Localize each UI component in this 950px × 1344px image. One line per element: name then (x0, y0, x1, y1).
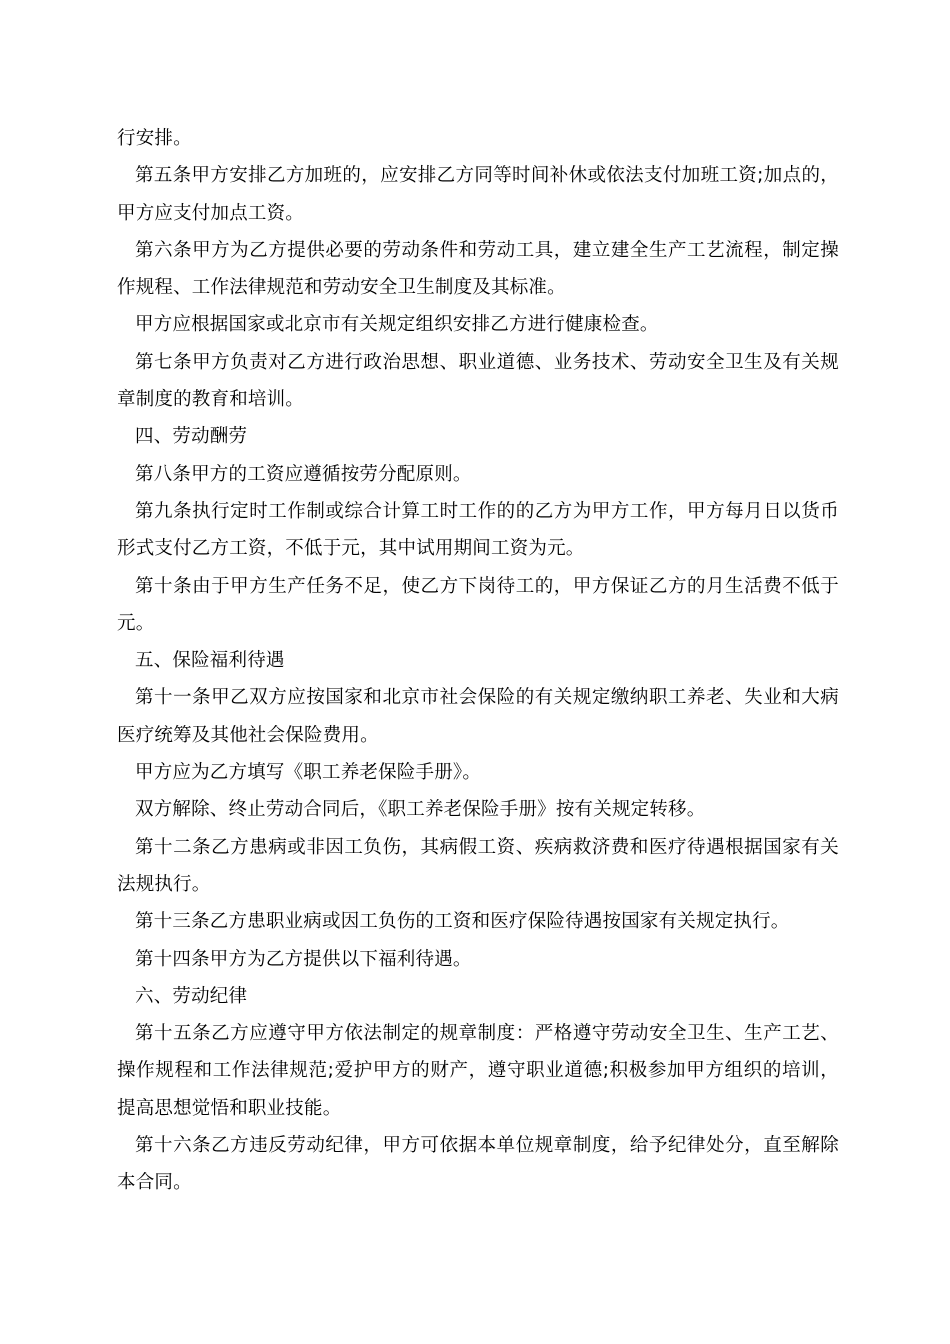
paragraph: 甲方应根据国家或北京市有关规定组织安排乙方进行健康检查。 (135, 314, 659, 336)
paragraph: 第十条由于甲方生产任务不足，使乙方下岗待工的，甲方保证乙方的月生活费不低于元。 (117, 575, 839, 634)
paragraph: 第七条甲方负责对乙方进行政治思想、职业道德、业务技术、劳动安全卫生及有关规章制度的教育和培训。 (117, 351, 839, 411)
section-heading: 六、劳动纪律 (135, 985, 248, 1007)
paragraph: 行安排。 (117, 128, 192, 149)
paragraph: 第十四条甲方为乙方提供以下福利待遇。 (135, 948, 472, 970)
paragraph: 第八条甲方的工资应遵循按劳分配原则。 (135, 463, 472, 485)
document-body (117, 120, 839, 1202)
paragraph: 第五条甲方安排乙方加班的，应安排乙方同等时间补休或依法支付加班工资;加点的，甲方应支付加点工资。 (117, 165, 839, 224)
paragraph: 第十一条甲乙双方应按国家和北京市社会保险的有关规定缴纳职工养老、失业和大病医疗统筹及其他社会保险费用。 (117, 687, 839, 746)
section-heading: 四、劳动酬劳 (135, 426, 248, 448)
paragraph: 第九条执行定时工作制或综合计算工时工作的的乙方为甲方工作，甲方每月日以货币形式支付乙方工资，不低于元，其中试用期间工资为元。 (117, 500, 839, 560)
paragraph: 甲方应为乙方填写《职工养老保险手册》。 (135, 762, 482, 784)
paragraph: 第十六条乙方违反劳动纪律，甲方可依据本单位规章制度，给予纪律处分，直至解除本合同。 (117, 1135, 839, 1194)
paragraph: 第十二条乙方患病或非因工负伤，其病假工资、疾病救济费和医疗待遇根据国家有关法规执行。 (117, 836, 839, 895)
paragraph: 第十五条乙方应遵守甲方依法制定的规章制度：严格遵守劳动安全卫生、生产工艺、操作规程和工作法律规范;爱护甲方的财产，遵守职业道德;积极参加甲方组织的培训，提高思想觉悟和职业技能。 (117, 1023, 839, 1119)
section-heading: 五、保险福利待遇 (135, 650, 285, 672)
paragraph: 第六条甲方为乙方提供必要的劳动条件和劳动工具，建立建全生产工艺流程，制定操作规程、工作法律规范和劳动安全卫生制度及其标准。 (117, 239, 839, 299)
paragraph: 双方解除、终止劳动合同后，《职工养老保险手册》按有关规定转移。 (135, 799, 706, 821)
paragraph: 第十三条乙方患职业病或因工负伤的工资和医疗保险待遇按国家有关规定执行。 (135, 911, 790, 933)
